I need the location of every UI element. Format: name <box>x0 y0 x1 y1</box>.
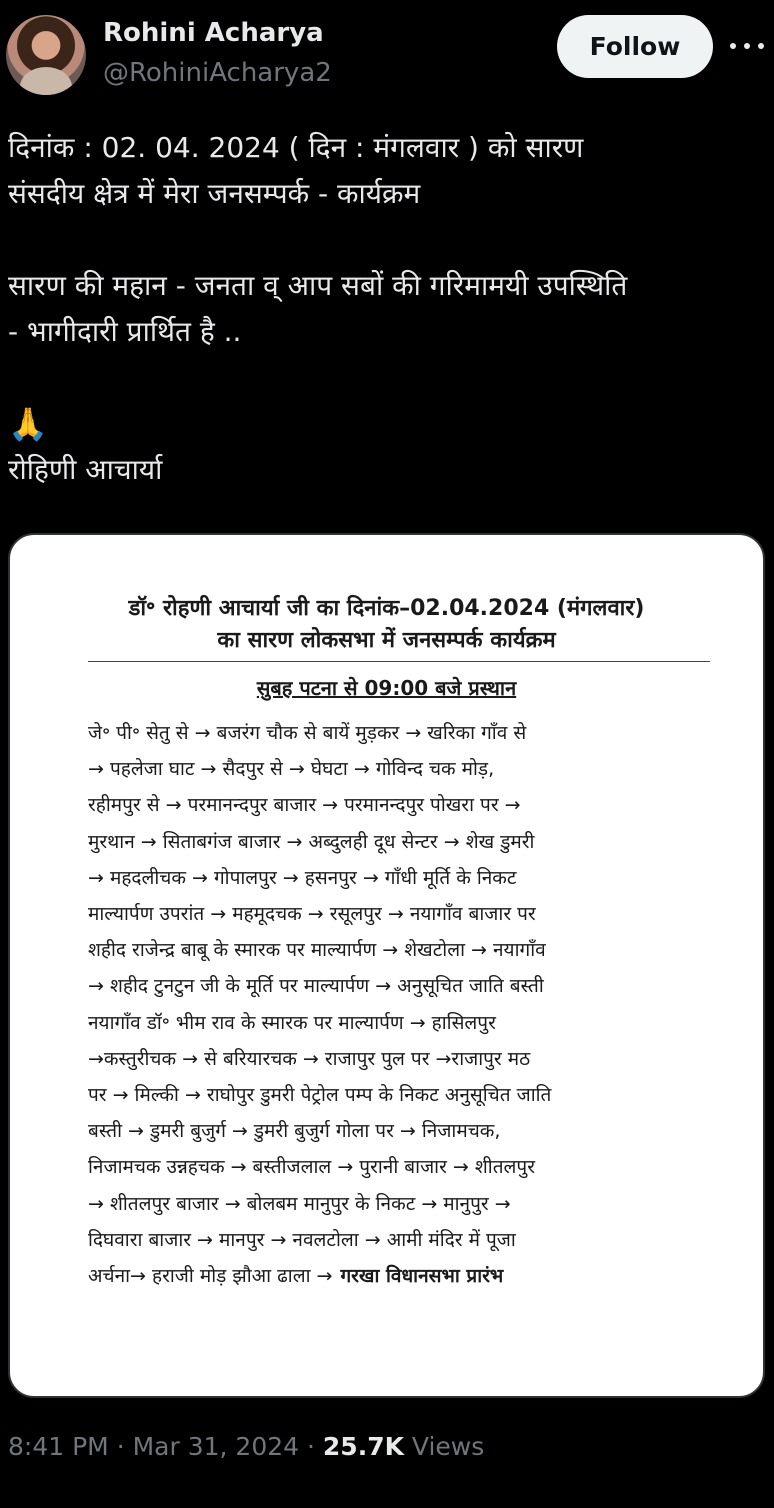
tweet-meta: 8:41 PM · Mar 31, 2024 · 25.7K Views <box>8 1432 485 1461</box>
tweet-line: संसदीय क्षेत्र में मेरा जनसम्पर्क - कार्यक्रम <box>8 177 421 210</box>
route-line-last <box>88 1258 710 1294</box>
route-line: → पहलेजा घाट → सैदपुर से → घेघटा → गोविन्द चक मोड़, <box>88 758 495 781</box>
tweet-signature: रोहिणी आचार्या <box>8 453 163 486</box>
follow-button[interactable]: Follow <box>557 15 713 78</box>
route-text: अर्चना→ हराजी मोड़ झौआ ढाला → <box>88 1265 333 1288</box>
tweet-line: सारण की महान - जनता व् आप सबों की गरिमामयी उपस्थिति <box>8 269 628 302</box>
route-line: मुरथान → सिताबगंज बाजार → अब्दुलही दूध सेन्टर → शेख डुमरी <box>88 830 535 853</box>
card-subtitle: सुबह पटना से 09:00 बजे प्रस्थान <box>256 676 517 700</box>
tweet-line: दिनांक : 02. 04. 2024 ( दिन : मंगलवार ) को सारण <box>8 131 584 164</box>
route-line: जे॰ पी॰ सेतु से → बजरंग चौक से बायें मुड़कर → खरिका गाँव से <box>88 722 527 744</box>
route-line: बस्ती → डुमरी बुजुर्ग → डुमरी बुजुर्ग गोला पर → निजामचक, <box>88 1120 501 1143</box>
author-name[interactable]: Rohini Acharya <box>103 18 324 48</box>
tweet-header <box>0 0 774 110</box>
folded-hands-icon: 🙏 <box>8 405 48 443</box>
author-handle[interactable]: @RohiniAcharya2 <box>103 58 332 88</box>
route-line: → शहीद टुनटुन जी के मूर्ति पर माल्यार्पण → अनुसूचित जाति बस्ती <box>88 975 544 998</box>
route-line: → शीतलपुर बाजार → बोलबम मानुपुर के निकट → मानुपुर → <box>88 1192 511 1215</box>
tweet-text <box>8 125 768 493</box>
tweet-time[interactable]: 8:41 PM <box>8 1432 109 1461</box>
route-line: माल्यार्पण उपरांत → महमूदचक → रसूलपुर → नयागाँव बाजार पर <box>88 903 536 926</box>
more-options-icon[interactable] <box>730 36 764 56</box>
route-line: →कस्तुरीचक → से बरियारचक → राजापुर पुल पर →राजापुर मठ <box>88 1047 531 1070</box>
views-label: Views <box>411 1432 485 1461</box>
route-line: शहीद राजेन्द्र बाबू के स्मारक पर माल्यार्पण → शेखटोला → नयागाँव <box>88 939 546 962</box>
views-count: 25.7K <box>322 1432 404 1461</box>
route-line: पर → मिल्की → राघोपुर डुमरी पेट्रोल पम्प के निकट अनुसूचित जाति <box>88 1084 552 1107</box>
route-line: → महदलीचक → गोपालपुर → हसनपुर → गाँधी मूर्ति के निकट <box>88 866 517 889</box>
attached-image[interactable] <box>8 533 765 1398</box>
route-line: रहीमपुर से → परमानन्दपुर बाजार → परमानन्दपुर पोखरा पर → <box>88 794 521 817</box>
route-line: दिघवारा बाजार → मानपुर → नवलटोला → आमी मंदिर में पूजा <box>88 1228 516 1251</box>
route-destination: गरखा विधानसभा प्रारंभ <box>340 1265 504 1288</box>
tweet-line: - भागीदारी प्रार्थित है .. <box>8 315 242 348</box>
card-title: डॉ॰ रोहणी आचार्या जी का दिनांक–02.04.2024 (मंगलवार) का सारण लोकसभा में जनसम्पर्क कार्यक्रम <box>128 596 645 653</box>
route-line: नयागाँव डॉ॰ भीम राव के स्मारक पर माल्यार्पण → हासिलपुर <box>88 1011 496 1034</box>
route-list <box>88 715 710 1294</box>
tweet-date[interactable]: Mar 31, 2024 <box>132 1432 300 1461</box>
route-line: निजामचक उन्नहचक → बस्तीजलाल → पुरानी बाजार → शीतलपुर <box>88 1156 535 1179</box>
avatar[interactable] <box>6 15 86 95</box>
divider <box>88 661 710 662</box>
